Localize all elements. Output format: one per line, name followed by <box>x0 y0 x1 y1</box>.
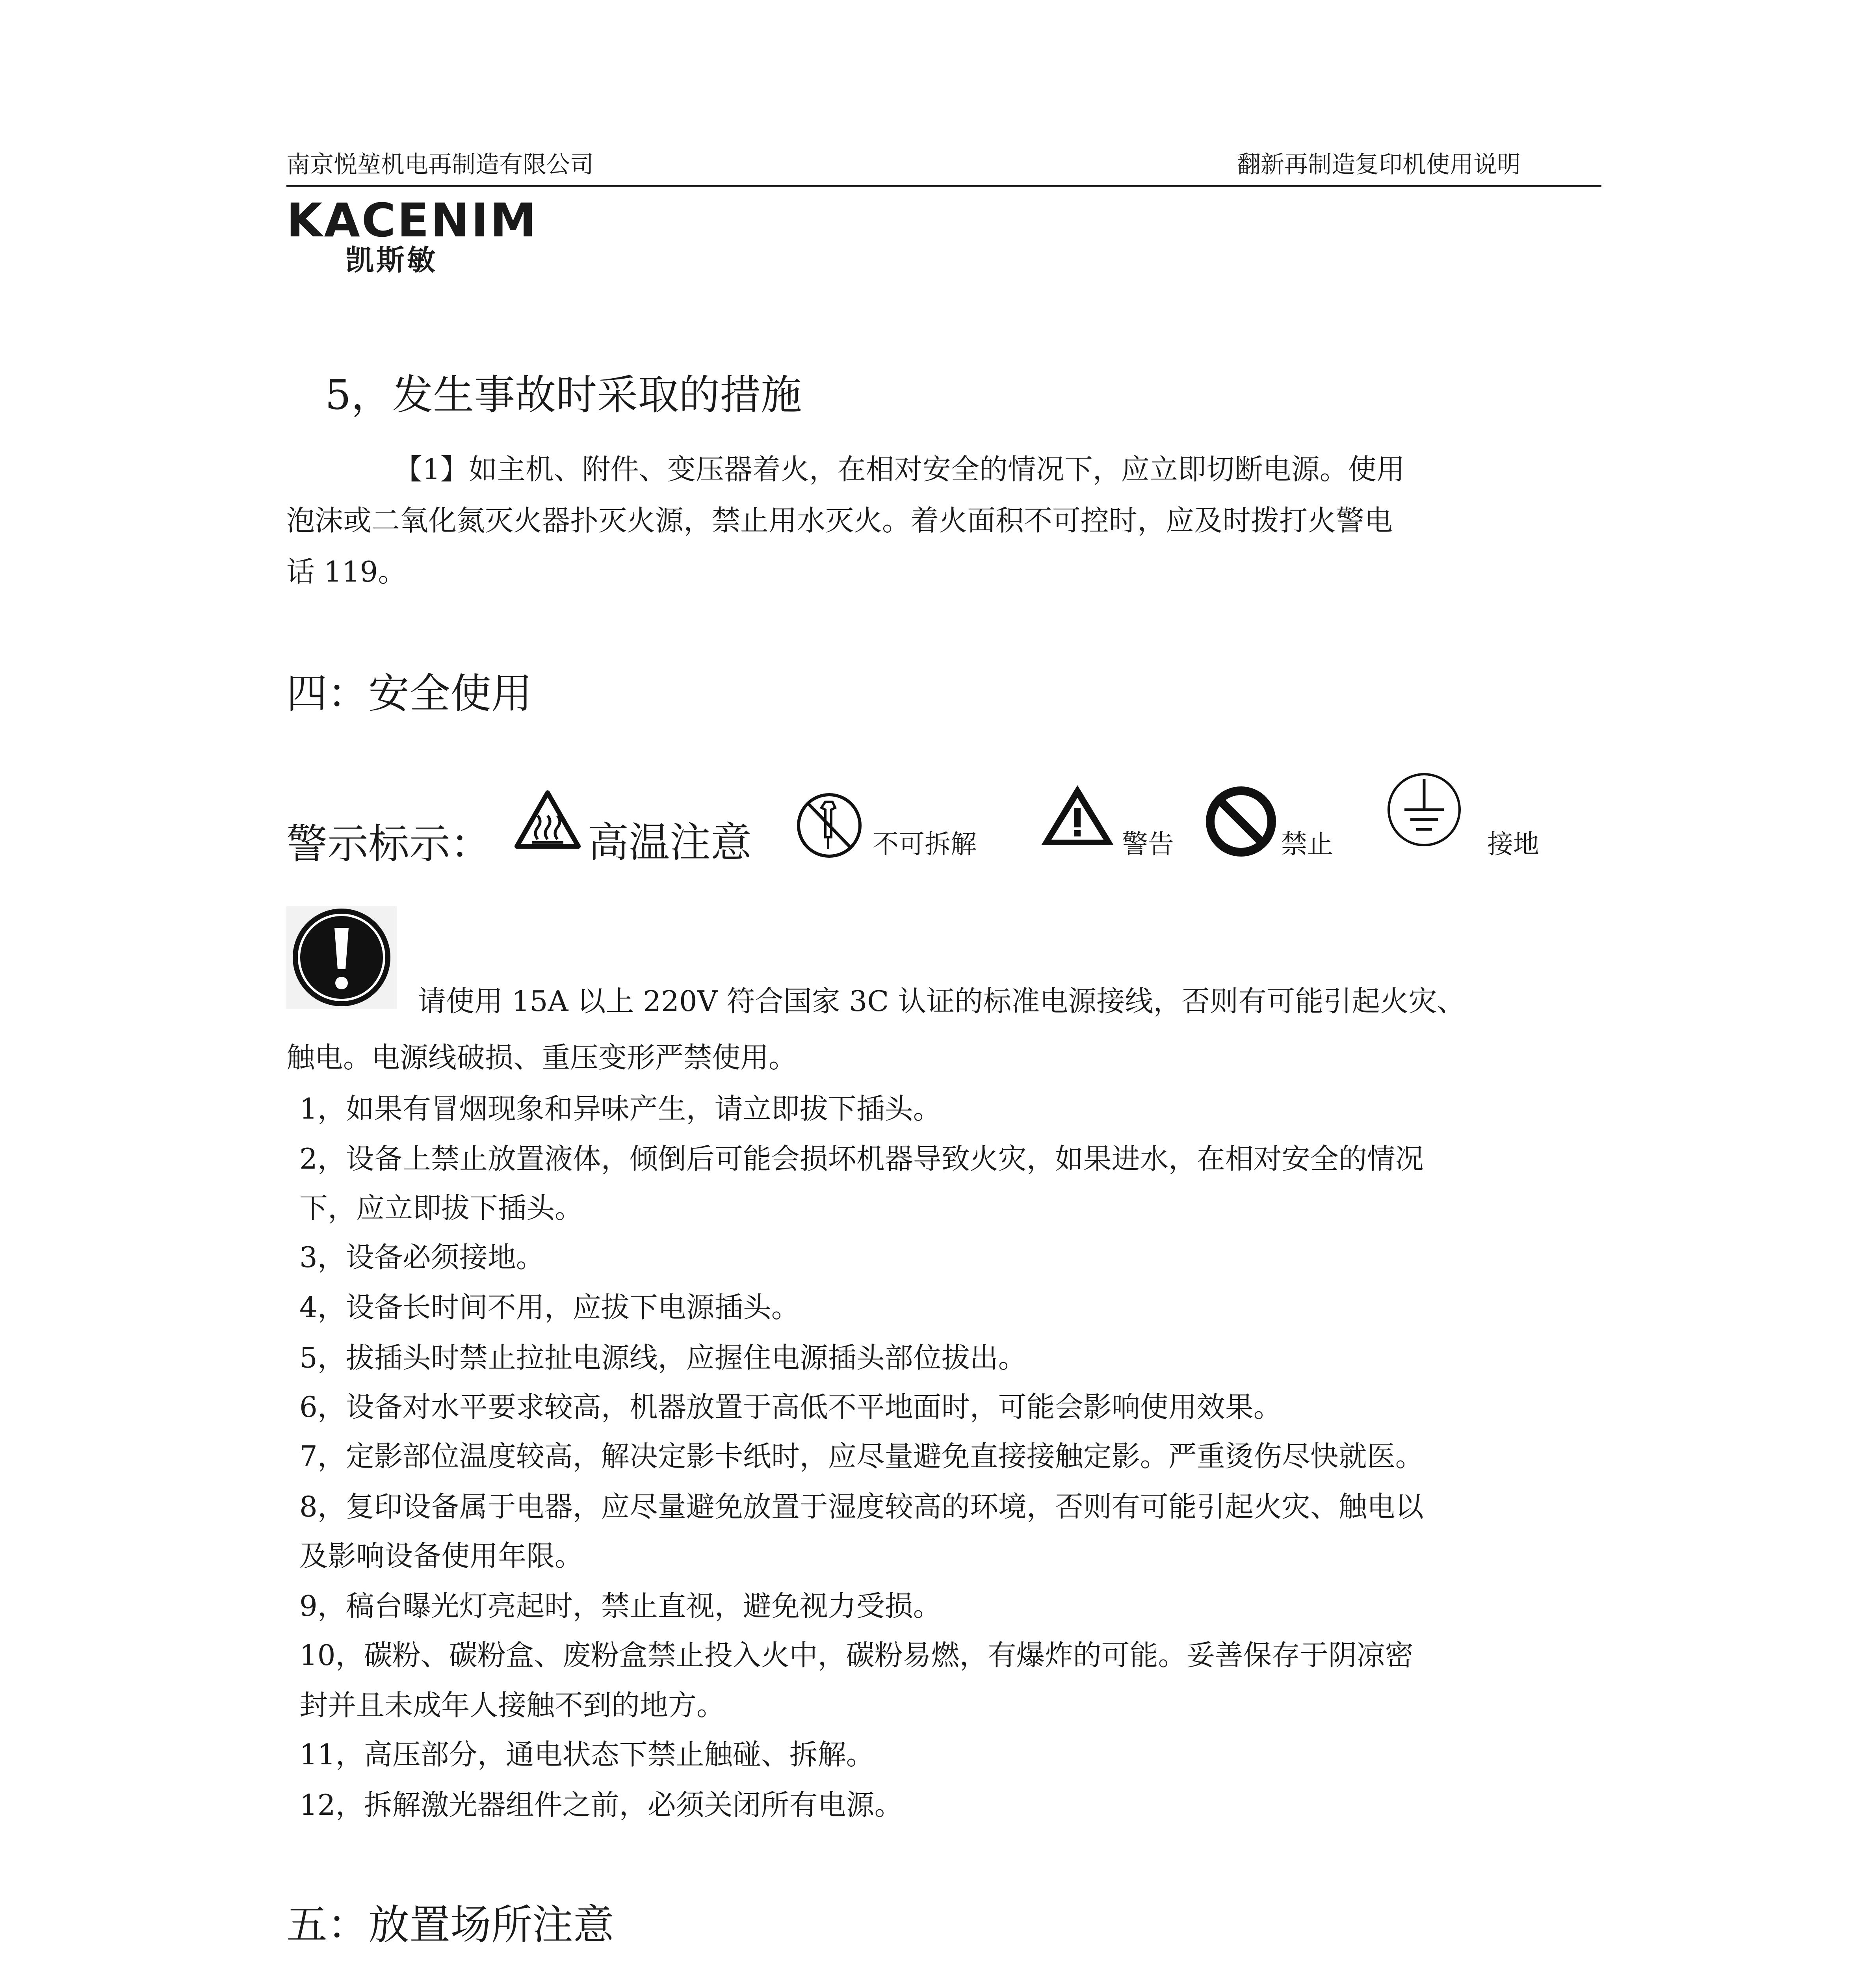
list-item: 8，复印设备属于电器，应尽量避免放置于湿度较高的环境，否则有可能引起火灾、触电以 <box>299 1490 1424 1523</box>
logo-chinese: 凯斯敏 <box>345 243 438 277</box>
list-item: 3，设备必须接地。 <box>299 1241 544 1274</box>
list-item: 2，设备上禁止放置液体，倾倒后可能会损坏机器导致火灾，如果进水，在相对安全的情况 <box>299 1142 1424 1175</box>
list-item: 11，高压部分，通电状态下禁止触碰、拆解。 <box>299 1738 875 1771</box>
company-logo <box>286 193 538 277</box>
list-item: 及影响设备使用年限。 <box>299 1539 583 1572</box>
notice-line1: 请使用 15A 以上 220V 符合国家 3C 认证的标准电源接线，否则有可能引起火灾、 <box>418 985 1466 1018</box>
sign-label-ground: 接地 <box>1487 829 1539 859</box>
sign-label-high-temp: 高温注意 <box>588 818 752 866</box>
warning-icon <box>1038 782 1117 849</box>
list-item: 7，定影部位温度较高，解决定影卡纸时，应尽量避免直接接触定影。严重烫伤尽快就医。 <box>299 1440 1424 1473</box>
section-5-para-line2: 泡沫或二氧化氮灭火器扑灭火源，禁止用水灭火。着火面积不可控时，应及时拨打火警电 <box>286 504 1393 537</box>
notice-line2: 触电。电源线破损、重压变形严禁使用。 <box>286 1041 797 1074</box>
high-temperature-icon <box>512 788 583 851</box>
mandatory-notice-icon <box>286 906 397 1009</box>
list-item: 1，如果有冒烟现象和异味产生，请立即拔下插头。 <box>299 1092 942 1125</box>
section-5-para-line3: 话 119。 <box>286 555 407 588</box>
list-item: 5，拔插头时禁止拉扯电源线，应握住电源插头部位拔出。 <box>299 1341 1027 1374</box>
header-company: 南京悦堃机电再制造有限公司 <box>286 151 594 178</box>
list-item: 10，碳粉、碳粉盒、废粉盒禁止投入火中，碳粉易燃，有爆炸的可能。妥善保存于阴凉密 <box>299 1639 1414 1672</box>
sign-label-prohibited: 禁止 <box>1281 829 1333 859</box>
list-item: 12，拆解激光器组件之前，必须关闭所有电源。 <box>299 1788 903 1821</box>
header-doc-title: 翻新再制造复印机使用说明 <box>1237 151 1521 178</box>
section-5-para-line1: 【1】如主机、附件、变压器着火，在相对安全的情况下，应立即切断电源。使用 <box>394 453 1405 486</box>
list-item: 4，设备长时间不用，应拔下电源插头。 <box>299 1291 800 1324</box>
header-divider <box>286 185 1601 187</box>
list-item: 9，稿台曝光灯亮起时，禁止直视，避免视力受损。 <box>299 1589 942 1622</box>
section-5-title: 5，发生事故时采取的措施 <box>325 371 802 419</box>
section-4-title: 四：安全使用 <box>286 669 533 717</box>
list-item: 6，设备对水平要求较高，机器放置于高低不平地面时，可能会影响使用效果。 <box>299 1390 1282 1424</box>
list-item: 封并且未成年人接触不到的地方。 <box>299 1689 725 1722</box>
no-disassemble-icon <box>794 790 865 861</box>
section-5b-title: 五：放置场所注意 <box>286 1901 615 1949</box>
ground-icon <box>1385 770 1464 849</box>
sign-label-warning: 警告 <box>1122 829 1174 859</box>
sign-label-no-disassemble: 不可拆解 <box>873 829 977 859</box>
prohibited-icon <box>1204 784 1278 859</box>
warning-signs-label: 警示标示： <box>286 820 492 868</box>
list-item: 下，应立即拔下插头。 <box>299 1191 583 1225</box>
logo-english: KACENIM <box>286 193 538 247</box>
